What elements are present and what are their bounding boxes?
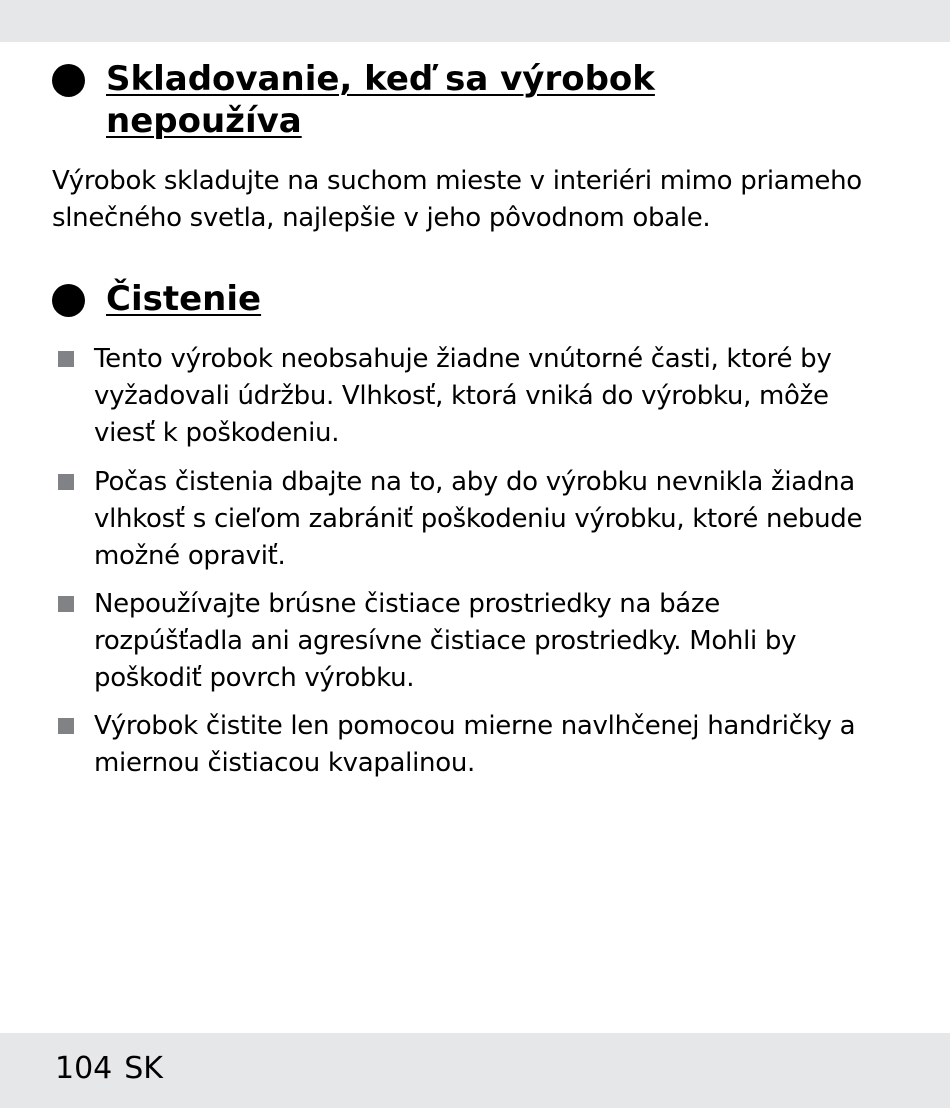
heading-storage-title — [106, 58, 655, 142]
heading-line: nepoužíva — [106, 101, 302, 141]
list-item-text — [94, 708, 855, 782]
square-bullet-icon — [58, 474, 74, 490]
list-item-line: vlhkosť s cieľom zabrániť poškodeniu výrobku, ktoré nebude — [94, 504, 863, 534]
list-item-line: Počas čistenia dbajte na to, aby do výrobku nevnikla žiadna — [94, 467, 855, 497]
page-footer — [55, 1049, 163, 1089]
top-band — [0, 0, 950, 42]
list-item-line: Nepoužívajte brúsne čistiace prostriedky na báze — [94, 589, 720, 619]
list-item-text — [94, 341, 831, 452]
square-bullet-icon — [58, 718, 74, 734]
square-bullet-icon — [58, 351, 74, 367]
list-item-text — [94, 586, 796, 697]
page-number: 104 — [55, 1051, 113, 1086]
heading-cleaning-title — [106, 278, 261, 320]
heading-line: Čistenie — [106, 279, 262, 319]
list-item-line: rozpúšťadla ani agresívne čistiace prostriedky. Mohli by — [94, 626, 797, 656]
paragraph-line: Výrobok skladujte na suchom mieste v interiéri mimo priameho — [52, 166, 862, 196]
list-item-line: viesť k poškodeniu. — [94, 418, 340, 448]
paragraph-line: slnečného svetla, najlepšie v jeho pôvodnom obale. — [52, 203, 711, 233]
list-item-line: miernou čistiacou kvapalinou. — [94, 748, 475, 778]
list-item-line: možné opraviť. — [94, 541, 286, 571]
heading-bullet-icon — [52, 284, 85, 317]
list-item-text — [94, 464, 862, 575]
list-item-line: Tento výrobok neobsahuje žiadne vnútorné časti, ktoré by — [94, 344, 832, 374]
storage-paragraph — [52, 163, 912, 237]
list-item-line: vyžadovali údržbu. Vlhkosť, ktorá vniká do výrobku, môže — [94, 381, 829, 411]
heading-line: Skladovanie, keď sa výrobok — [106, 59, 655, 99]
heading-bullet-icon — [52, 64, 85, 97]
list-item-line: Výrobok čistite len pomocou mierne navlhčenej handričky a — [94, 711, 856, 741]
square-bullet-icon — [58, 596, 74, 612]
language-code: SK — [124, 1051, 163, 1086]
list-item-line: poškodiť povrch výrobku. — [94, 663, 415, 693]
